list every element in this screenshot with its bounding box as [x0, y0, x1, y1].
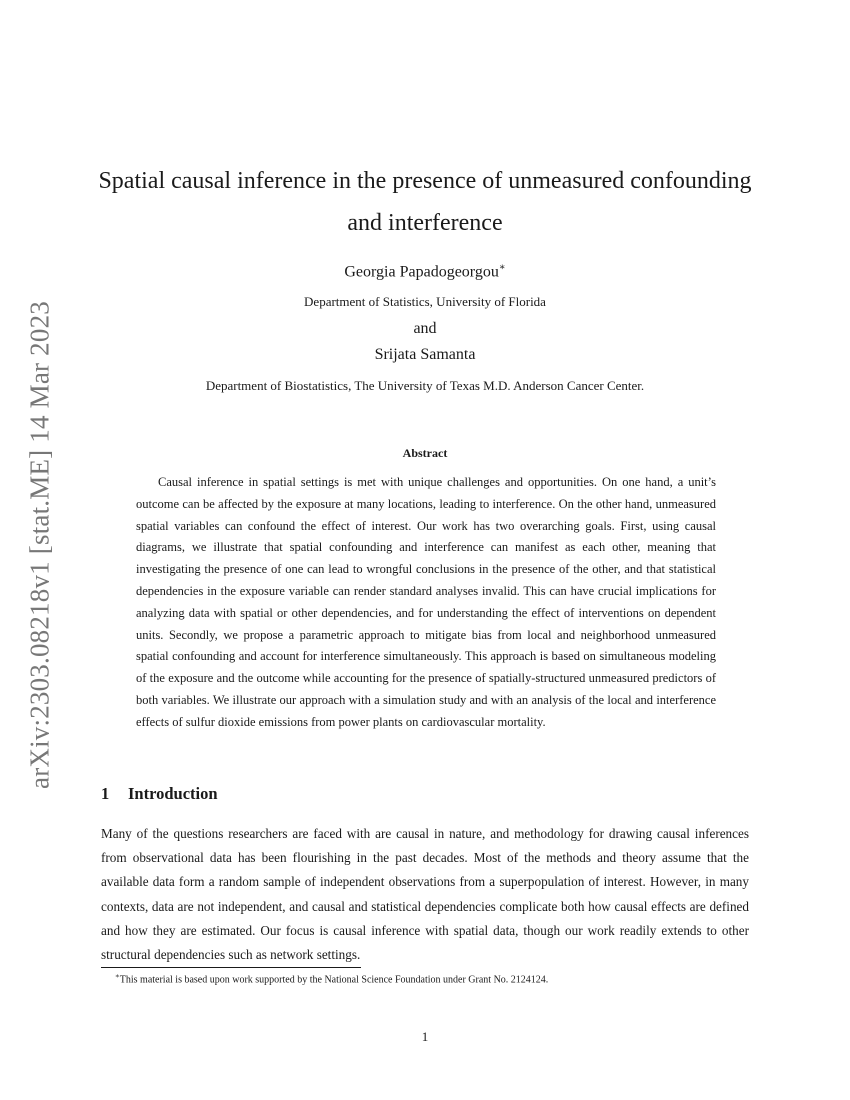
page-number: 1 — [421, 1029, 429, 1044]
author-1-affiliation: Department of Statistics, University of Florida — [304, 294, 546, 309]
section-title: Introduction — [128, 784, 218, 803]
author-conjunction: and — [413, 320, 437, 337]
author-1-footnote-mark: ∗ — [498, 262, 506, 273]
author-2-affiliation: Department of Biostatistics, The University of Texas M.D. Anderson Cancer Center. — [205, 378, 645, 393]
abstract-text: Causal inference in spatial settings is met with unique challenges and opportunities. On one hand, a unit’s outcome can be affected by the exposure at many locations, leading to interference. On the other hand, unmeasured spatial variables can confound the effect of interest. Our work has two overarching goals. First, using causal diagrams, we illustrate that spatial confounding and interference can manifest as each other, meaning that investigating the presence of one can lead to wrongful conclusions in the presence of the other, and that statistical dependencies in the exposure variable can render standard analyses invalid. This can have crucial implications for analyzing data with spatial or other dependencies, and for understanding the effect of interventions on dependent units. Secondly, we propose a parametric approach to mitigate bias from local and neighborhood unmeasured spatial confounding and account for interference simultaneously. This approach is based on simultaneous modeling of the exposure and the outcome while accounting for the presence of spatially-structured unmeasured predictors of both variables. We illustrate our approach with a simulation study and with an analysis of the local and interference effects of sulfur dioxide emissions from power plants on cardiovascular mortality. — [136, 475, 716, 729]
paper-title-line-1: Spatial causal inference in the presence of unmeasured confounding — [98, 168, 752, 194]
author-2-name: Srijata Samanta — [374, 346, 476, 363]
section-number: 1 — [101, 784, 110, 803]
footnote-text: This material is based upon work supported by the National Science Foundation under Grant No. 2124124. — [119, 974, 549, 986]
abstract-heading: Abstract — [402, 446, 448, 460]
section-heading — [101, 784, 218, 804]
introduction-paragraph: Many of the questions researchers are faced with are causal in nature, and methodology for drawing causal inferences from observational data has been flourishing in the past decades. Most of the methods and theory assume that the available data form a random sample of independent observations from a superpopulation of interest. However, in many contexts, data are not independent, and causal and statistical dependencies complicate both how causal effects are defined and how they are estimated. Our focus is causal inference with spatial data, though our work readily extends to other structural dependencies such as network settings. — [101, 826, 749, 963]
footnote-mark: ∗ — [115, 972, 120, 980]
paper-title-line-2: and interference — [347, 210, 503, 236]
footnote-divider — [101, 967, 361, 968]
author-1 — [0, 262, 850, 281]
author-1-name: Georgia Papadogeorgou — [344, 263, 499, 281]
arxiv-identifier-stamp: arXiv:2303.08218v1 [stat.ME] 14 Mar 2023 — [24, 301, 55, 789]
paper-title — [90, 160, 760, 244]
footnote — [101, 972, 749, 985]
